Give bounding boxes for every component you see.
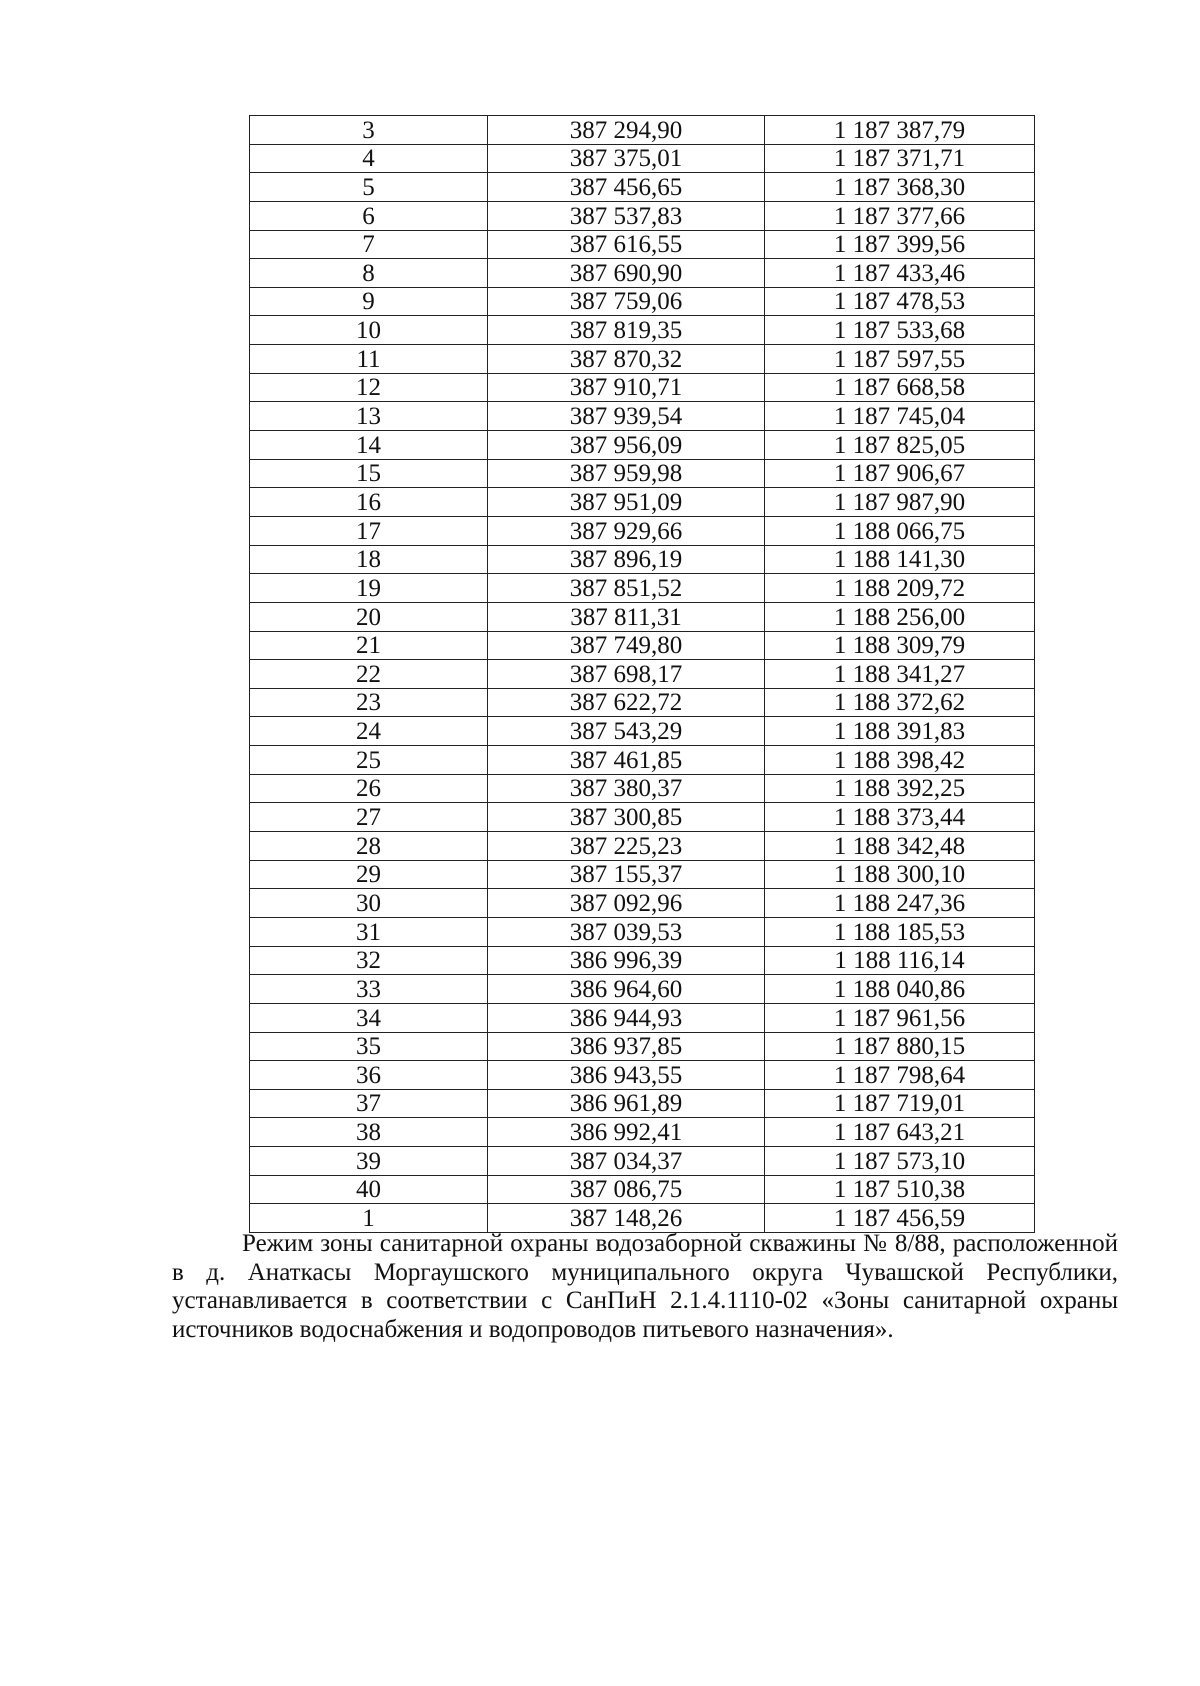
y-coordinate-cell: 1 188 342,48 [765, 832, 1035, 861]
x-coordinate-cell: 386 992,41 [488, 1118, 765, 1147]
point-number-cell: 13 [250, 402, 488, 431]
x-coordinate-cell: 387 039,53 [488, 917, 765, 946]
x-coordinate-cell: 386 944,93 [488, 1003, 765, 1032]
point-number-cell: 21 [250, 631, 488, 660]
point-number-cell: 20 [250, 602, 488, 631]
y-coordinate-cell: 1 188 066,75 [765, 516, 1035, 545]
x-coordinate-cell: 387 086,75 [488, 1175, 765, 1204]
table-row [250, 803, 1035, 832]
table-row [250, 259, 1035, 288]
y-coordinate-cell: 1 187 745,04 [765, 402, 1035, 431]
point-number-cell: 9 [250, 287, 488, 316]
y-coordinate-cell: 1 187 510,38 [765, 1175, 1035, 1204]
table-row [250, 144, 1035, 173]
y-coordinate-cell: 1 187 433,46 [765, 259, 1035, 288]
x-coordinate-cell: 387 929,66 [488, 516, 765, 545]
table-row [250, 889, 1035, 918]
x-coordinate-cell: 387 959,98 [488, 459, 765, 488]
x-coordinate-cell: 387 537,83 [488, 201, 765, 230]
y-coordinate-cell: 1 188 309,79 [765, 631, 1035, 660]
point-number-cell: 26 [250, 774, 488, 803]
table-row [250, 1003, 1035, 1032]
point-number-cell: 7 [250, 230, 488, 259]
x-coordinate-cell: 386 964,60 [488, 975, 765, 1004]
y-coordinate-cell: 1 187 719,01 [765, 1089, 1035, 1118]
table-row [250, 1204, 1035, 1233]
coordinates-table-body [250, 116, 1035, 1233]
table-row [250, 287, 1035, 316]
y-coordinate-cell: 1 188 341,27 [765, 660, 1035, 689]
point-number-cell: 19 [250, 574, 488, 603]
point-number-cell: 37 [250, 1089, 488, 1118]
table-row [250, 488, 1035, 517]
y-coordinate-cell: 1 187 478,53 [765, 287, 1035, 316]
y-coordinate-cell: 1 187 668,58 [765, 373, 1035, 402]
y-coordinate-cell: 1 188 372,62 [765, 688, 1035, 717]
table-row [250, 345, 1035, 374]
x-coordinate-cell: 387 896,19 [488, 545, 765, 574]
y-coordinate-cell: 1 187 597,55 [765, 345, 1035, 374]
point-number-cell: 10 [250, 316, 488, 345]
point-number-cell: 27 [250, 803, 488, 832]
y-coordinate-cell: 1 188 247,36 [765, 889, 1035, 918]
x-coordinate-cell: 386 937,85 [488, 1032, 765, 1061]
x-coordinate-cell: 387 910,71 [488, 373, 765, 402]
x-coordinate-cell: 387 616,55 [488, 230, 765, 259]
x-coordinate-cell: 387 155,37 [488, 860, 765, 889]
point-number-cell: 28 [250, 832, 488, 861]
point-number-cell: 38 [250, 1118, 488, 1147]
point-number-cell: 14 [250, 431, 488, 460]
table-row [250, 431, 1035, 460]
x-coordinate-cell: 387 034,37 [488, 1147, 765, 1176]
y-coordinate-cell: 1 187 371,71 [765, 144, 1035, 173]
table-row [250, 1089, 1035, 1118]
coordinates-table [249, 115, 1035, 1233]
table-row [250, 173, 1035, 202]
point-number-cell: 33 [250, 975, 488, 1004]
y-coordinate-cell: 1 188 040,86 [765, 975, 1035, 1004]
x-coordinate-cell: 387 380,37 [488, 774, 765, 803]
y-coordinate-cell: 1 187 961,56 [765, 1003, 1035, 1032]
point-number-cell: 30 [250, 889, 488, 918]
table-row [250, 688, 1035, 717]
x-coordinate-cell: 386 943,55 [488, 1061, 765, 1090]
point-number-cell: 40 [250, 1175, 488, 1204]
y-coordinate-cell: 1 187 798,64 [765, 1061, 1035, 1090]
y-coordinate-cell: 1 187 368,30 [765, 173, 1035, 202]
y-coordinate-cell: 1 188 116,14 [765, 946, 1035, 975]
y-coordinate-cell: 1 187 643,21 [765, 1118, 1035, 1147]
table-row [250, 459, 1035, 488]
table-row [250, 946, 1035, 975]
y-coordinate-cell: 1 187 987,90 [765, 488, 1035, 517]
point-number-cell: 39 [250, 1147, 488, 1176]
y-coordinate-cell: 1 188 185,53 [765, 917, 1035, 946]
point-number-cell: 16 [250, 488, 488, 517]
x-coordinate-cell: 386 961,89 [488, 1089, 765, 1118]
table-row [250, 373, 1035, 402]
table-row [250, 1032, 1035, 1061]
y-coordinate-cell: 1 188 141,30 [765, 545, 1035, 574]
x-coordinate-cell: 387 749,80 [488, 631, 765, 660]
y-coordinate-cell: 1 187 825,05 [765, 431, 1035, 460]
table-row [250, 230, 1035, 259]
table-row [250, 631, 1035, 660]
y-coordinate-cell: 1 188 392,25 [765, 774, 1035, 803]
table-row [250, 574, 1035, 603]
table-row [250, 402, 1035, 431]
point-number-cell: 31 [250, 917, 488, 946]
x-coordinate-cell: 387 225,23 [488, 832, 765, 861]
y-coordinate-cell: 1 187 456,59 [765, 1204, 1035, 1233]
x-coordinate-cell: 387 956,09 [488, 431, 765, 460]
point-number-cell: 3 [250, 116, 488, 145]
point-number-cell: 23 [250, 688, 488, 717]
x-coordinate-cell: 387 698,17 [488, 660, 765, 689]
x-coordinate-cell: 387 622,72 [488, 688, 765, 717]
x-coordinate-cell: 387 543,29 [488, 717, 765, 746]
table-row [250, 860, 1035, 889]
table-row [250, 975, 1035, 1004]
y-coordinate-cell: 1 188 256,00 [765, 602, 1035, 631]
x-coordinate-cell: 387 092,96 [488, 889, 765, 918]
point-number-cell: 32 [250, 946, 488, 975]
table-row [250, 746, 1035, 775]
point-number-cell: 25 [250, 746, 488, 775]
x-coordinate-cell: 387 375,01 [488, 144, 765, 173]
point-number-cell: 24 [250, 717, 488, 746]
x-coordinate-cell: 387 759,06 [488, 287, 765, 316]
y-coordinate-cell: 1 187 533,68 [765, 316, 1035, 345]
point-number-cell: 22 [250, 660, 488, 689]
point-number-cell: 17 [250, 516, 488, 545]
point-number-cell: 1 [250, 1204, 488, 1233]
table-row [250, 516, 1035, 545]
y-coordinate-cell: 1 187 573,10 [765, 1147, 1035, 1176]
table-row [250, 832, 1035, 861]
table-row [250, 602, 1035, 631]
point-number-cell: 5 [250, 173, 488, 202]
table-row [250, 1147, 1035, 1176]
x-coordinate-cell: 387 870,32 [488, 345, 765, 374]
point-number-cell: 35 [250, 1032, 488, 1061]
table-row [250, 316, 1035, 345]
point-number-cell: 4 [250, 144, 488, 173]
table-row [250, 201, 1035, 230]
y-coordinate-cell: 1 187 880,15 [765, 1032, 1035, 1061]
table-row [250, 917, 1035, 946]
table-row [250, 545, 1035, 574]
point-number-cell: 8 [250, 259, 488, 288]
y-coordinate-cell: 1 188 398,42 [765, 746, 1035, 775]
y-coordinate-cell: 1 187 906,67 [765, 459, 1035, 488]
table-row [250, 660, 1035, 689]
x-coordinate-cell: 387 690,90 [488, 259, 765, 288]
point-number-cell: 6 [250, 201, 488, 230]
table-row [250, 116, 1035, 145]
x-coordinate-cell: 387 461,85 [488, 746, 765, 775]
point-number-cell: 29 [250, 860, 488, 889]
x-coordinate-cell: 387 294,90 [488, 116, 765, 145]
y-coordinate-cell: 1 188 300,10 [765, 860, 1035, 889]
point-number-cell: 11 [250, 345, 488, 374]
x-coordinate-cell: 387 951,09 [488, 488, 765, 517]
x-coordinate-cell: 387 300,85 [488, 803, 765, 832]
point-number-cell: 36 [250, 1061, 488, 1090]
y-coordinate-cell: 1 188 209,72 [765, 574, 1035, 603]
y-coordinate-cell: 1 187 377,66 [765, 201, 1035, 230]
x-coordinate-cell: 387 456,65 [488, 173, 765, 202]
x-coordinate-cell: 387 939,54 [488, 402, 765, 431]
table-row [250, 1175, 1035, 1204]
x-coordinate-cell: 386 996,39 [488, 946, 765, 975]
point-number-cell: 12 [250, 373, 488, 402]
point-number-cell: 34 [250, 1003, 488, 1032]
y-coordinate-cell: 1 188 373,44 [765, 803, 1035, 832]
y-coordinate-cell: 1 187 399,56 [765, 230, 1035, 259]
point-number-cell: 18 [250, 545, 488, 574]
x-coordinate-cell: 387 819,35 [488, 316, 765, 345]
point-number-cell: 15 [250, 459, 488, 488]
x-coordinate-cell: 387 148,26 [488, 1204, 765, 1233]
y-coordinate-cell: 1 187 387,79 [765, 116, 1035, 145]
regime-paragraph: Режим зоны санитарной охраны водозаборной скважины № 8/88, расположенной в д. Анаткасы Моргаушского муниципального округа Чувашской Республики, устанавливается в соответствии с СанПиН 2.1.4.1110-02 «Зоны санитарной охраны источников водоснабжения и водопроводов питьевого назначения». [172, 1230, 1118, 1343]
y-coordinate-cell: 1 188 391,83 [765, 717, 1035, 746]
table-row [250, 1118, 1035, 1147]
x-coordinate-cell: 387 851,52 [488, 574, 765, 603]
table-row [250, 717, 1035, 746]
table-row [250, 774, 1035, 803]
table-row [250, 1061, 1035, 1090]
x-coordinate-cell: 387 811,31 [488, 602, 765, 631]
